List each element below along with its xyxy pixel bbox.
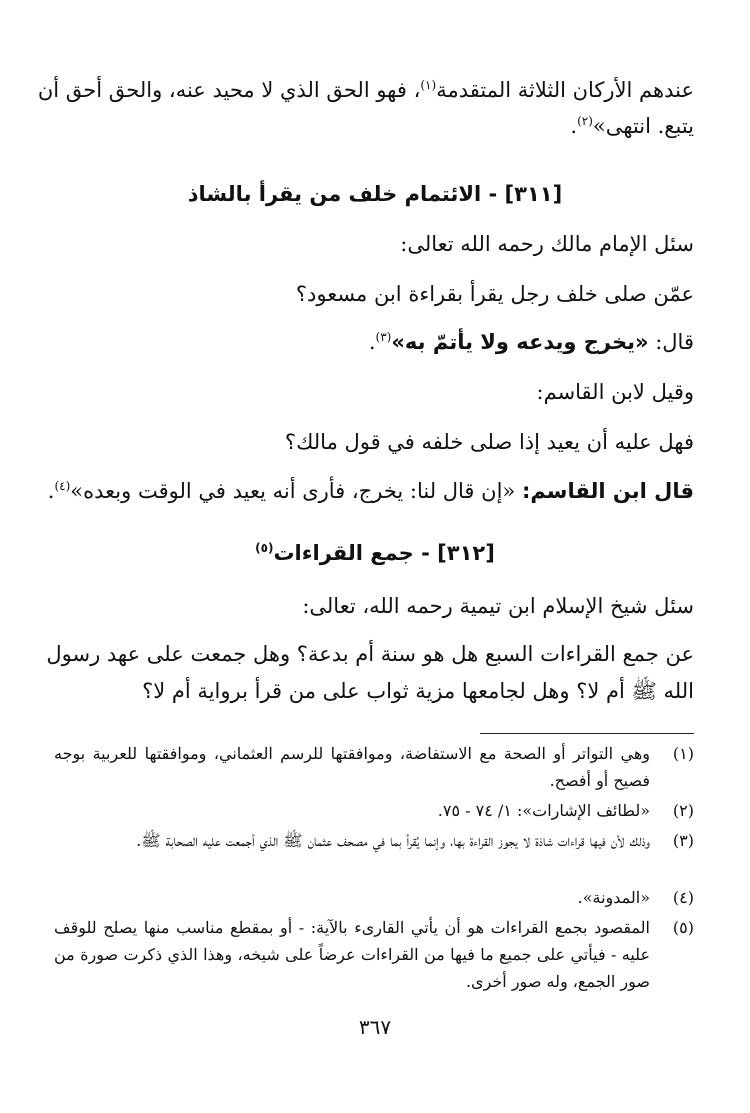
answer-label: قال: bbox=[648, 330, 694, 354]
footnote-separator bbox=[480, 733, 694, 734]
answer-line bbox=[48, 479, 694, 503]
footnote-item bbox=[54, 914, 694, 995]
answer-quote: «إن قال لنا: يخرج، فأرى أنه يعيد في الوقت وبعده» bbox=[70, 479, 522, 503]
question-text: الله ﷺ أم لا؟ وهل لجامعها مزية ثواب على من قرأ برواية أم لا؟ bbox=[142, 679, 694, 703]
footnote-ref[interactable]: (٥) bbox=[255, 541, 274, 555]
answer-line bbox=[369, 330, 694, 354]
footnote-number: (٢) bbox=[672, 801, 694, 820]
question-text: عمّن صلى خلف رجل يقرأ بقراءة ابن مسعود؟ bbox=[295, 282, 694, 306]
footnote-item bbox=[54, 827, 694, 854]
footnote-ref[interactable]: (١) bbox=[420, 78, 437, 92]
footnote-text: «لطائف الإشارات»: ١/ ٧٤ - ٧٥. bbox=[437, 801, 650, 820]
answer-quote: «يخرج ويدعه ولا يأتمّ به» bbox=[391, 330, 649, 354]
footnote-number: (٣) bbox=[672, 831, 694, 850]
footnote-number: (٥) bbox=[672, 918, 694, 937]
paragraph-line bbox=[570, 114, 694, 138]
section-heading-311: [٣١١] - الائتمام خلف من يقرأ بالشاذ bbox=[187, 182, 563, 206]
footnote-text: «المدونة». bbox=[577, 888, 650, 907]
question-text: عن جمع القراءات السبع هل هو سنة أم بدعة؟ وهل جمعت على عهد رسول bbox=[46, 642, 694, 666]
page-number: ٣٦٧ bbox=[358, 1015, 392, 1039]
section-heading-312 bbox=[0, 541, 750, 565]
footnote-number: (٤) bbox=[672, 888, 694, 907]
footnote-text: وهي التواتر أو الصحة مع الاستفاضة، وموافقتها للرسم العثماني، وموافقتها للعربية بوجه فصيح أو أفصح. bbox=[54, 744, 650, 790]
answer-label: قال ابن القاسم: bbox=[521, 479, 694, 503]
question-intro: سئل شيخ الإسلام ابن تيمية رحمه الله، تعالى: bbox=[302, 594, 694, 618]
footnote-text: المقصود بجمع القراءات هو أن يأتي القارىء بالآية: - أو بمقطع مناسب منها يصلح للوقف عليه - فيأتي على جميع ما فيها من القراءات عرضاً على شيخه، وهذا الذي ذكرت صورة من صور الجمع، وله صور أخرى. bbox=[54, 918, 650, 991]
question-intro: وقيل لابن القاسم: bbox=[536, 380, 694, 404]
text-run: ، فهو الحق الذي لا محيد عنه، والحق أحق أن bbox=[37, 78, 421, 102]
heading-text: [٣١٢] - جمع القراءات bbox=[273, 541, 495, 565]
text-run: عندهم الأركان الثلاثة المتقدمة bbox=[436, 78, 694, 102]
footnote-item bbox=[54, 884, 694, 911]
question-intro: سئل الإمام مالك رحمه الله تعالى: bbox=[400, 232, 694, 256]
footnote-text: وذلك لأن فيها قراءات شاذة لا يجوز القراءة بها، وإنما يُقرأ بما في مصحف عثمان ﷺ الذي أجمعت عليه الصحابة ﷺ. bbox=[136, 831, 650, 850]
footnote-item bbox=[54, 797, 694, 824]
text-run: . bbox=[47, 479, 55, 503]
footnote-ref[interactable]: (٢) bbox=[577, 114, 593, 128]
footnote-item bbox=[54, 740, 694, 794]
text-run: . bbox=[570, 114, 578, 138]
text-run: . bbox=[368, 330, 376, 354]
footnote-number: (١) bbox=[672, 744, 694, 763]
paragraph-line bbox=[37, 78, 694, 102]
text-run: يتبع. انتهى» bbox=[592, 114, 694, 138]
footnote-ref[interactable]: (٤) bbox=[54, 479, 71, 493]
question-text: فهل عليه أن يعيد إذا صلى خلفه في قول مالك؟ bbox=[284, 430, 694, 454]
footnote-ref[interactable]: (٣) bbox=[375, 330, 392, 344]
